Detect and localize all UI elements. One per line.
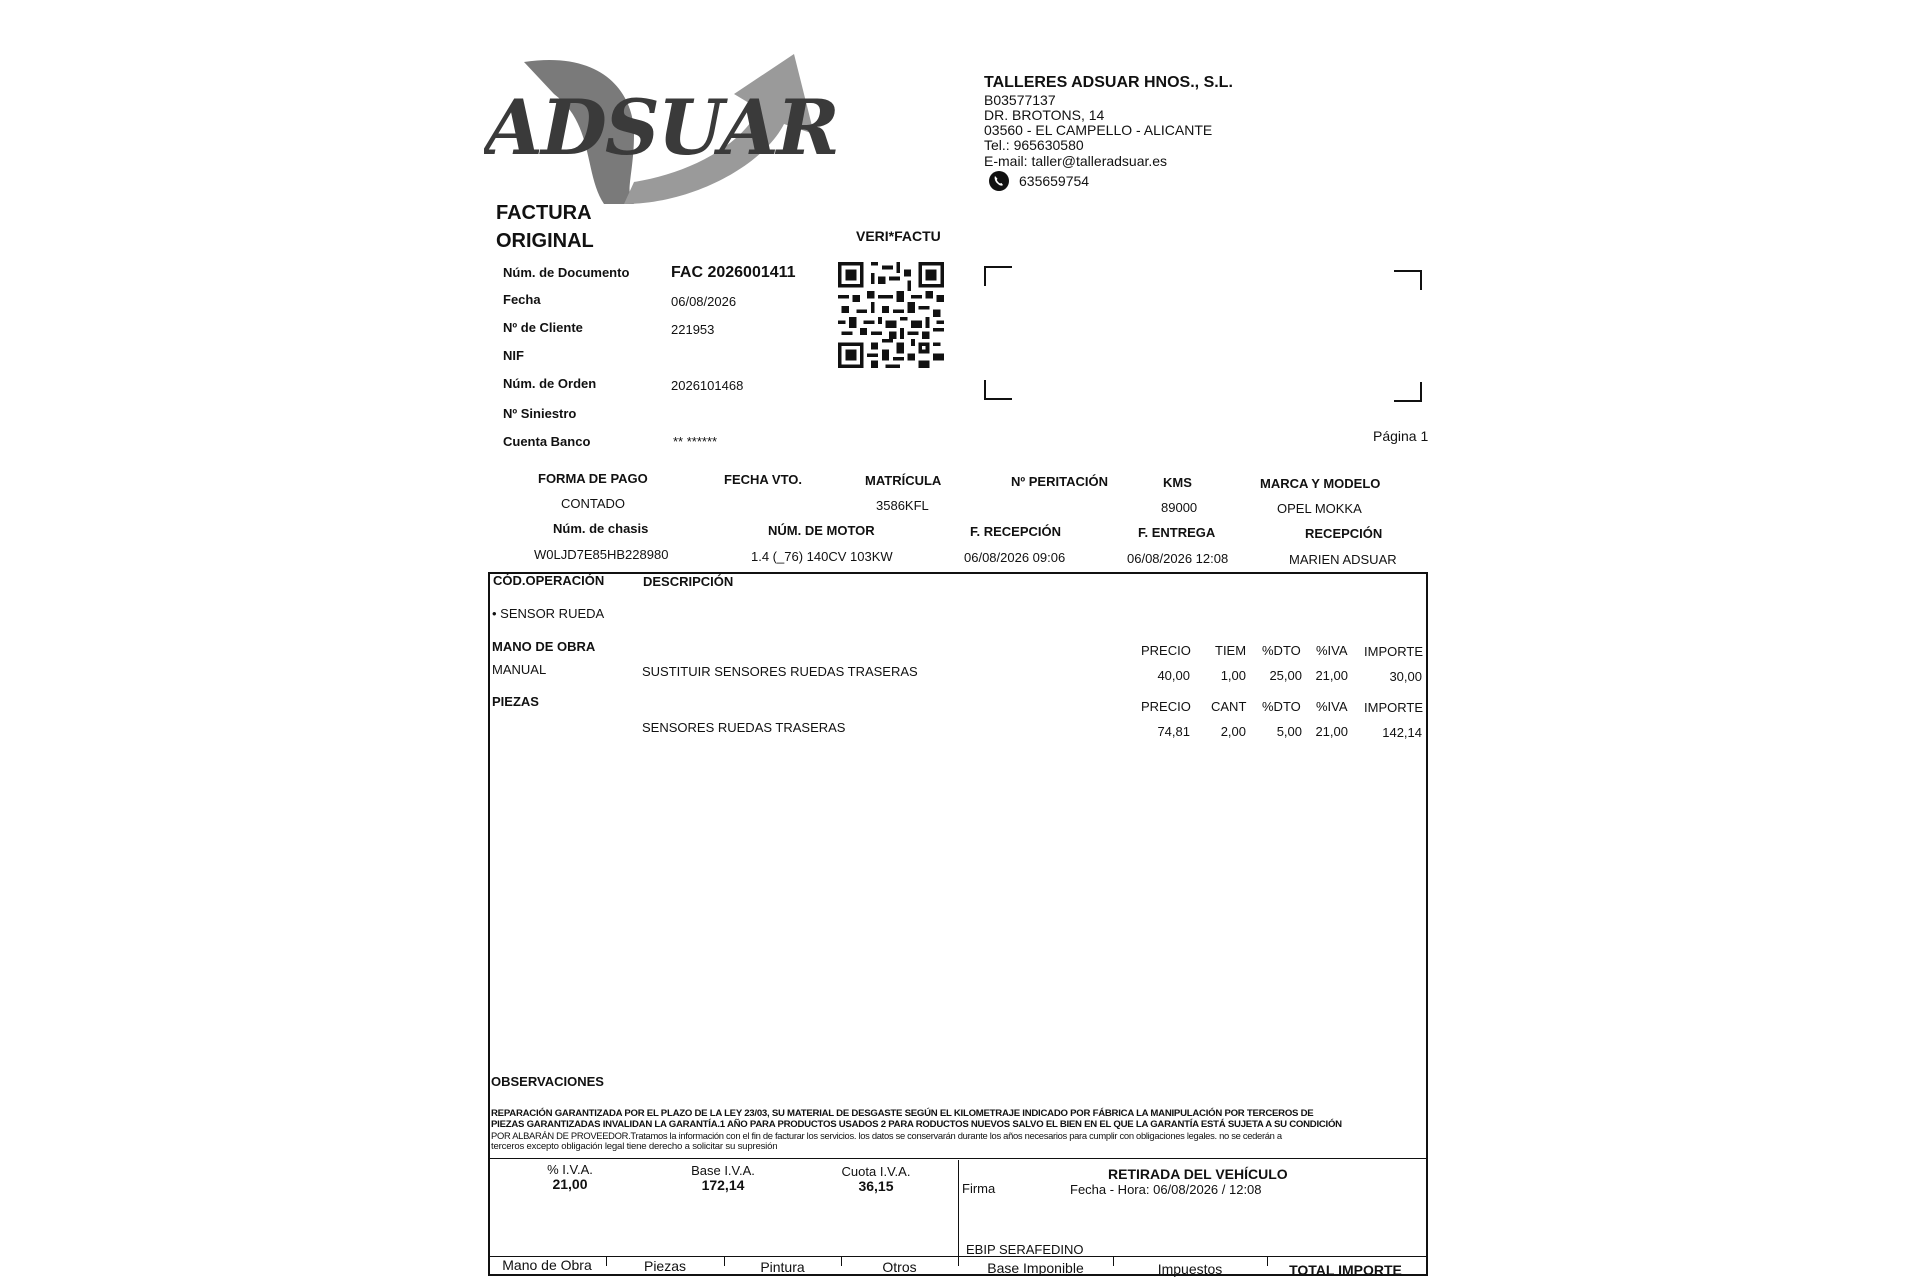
company-city: 03560 - EL CAMPELLO - ALICANTE	[984, 122, 1213, 138]
cuota-iva-value: 36,15	[858, 1178, 894, 1194]
parts-header-dto: %DTO	[1262, 699, 1301, 714]
total-otros-label: Otros	[882, 1259, 917, 1275]
operation-line: • SENSOR RUEDA	[492, 606, 605, 621]
labor-section: MANO DE OBRA	[492, 639, 596, 654]
labor-precio: 40,00	[1157, 668, 1190, 683]
banco-value: ** ******	[673, 434, 718, 449]
total-base-imponible-label: Base Imponible	[987, 1260, 1084, 1276]
parts-header-cant: CANT	[1211, 699, 1247, 714]
siniestro-label: Nº Siniestro	[503, 406, 577, 421]
labor-importe: 30,00	[1389, 669, 1422, 684]
company-whatsapp: 635659754	[1019, 173, 1090, 189]
qr-code	[838, 262, 944, 368]
fecha-label: Fecha	[503, 292, 541, 307]
chasis-label: Núm. de chasis	[553, 521, 649, 536]
iva-value: 21,00	[552, 1176, 588, 1192]
cuota-iva-label: Cuota I.V.A.	[841, 1164, 911, 1179]
kms-value: 89000	[1161, 500, 1198, 515]
parts-importe: 142,14	[1382, 725, 1422, 740]
whatsapp-icon	[988, 170, 1010, 192]
motor-value: 1.4 (_76) 140CV 103KW	[751, 549, 893, 564]
total-impuestos-label: Impuestos	[1157, 1261, 1223, 1277]
bracket-bottom-right	[1394, 382, 1422, 402]
labor-description: SUSTITUIR SENSORES RUEDAS TRASERAS	[642, 664, 918, 679]
fecha-value: 06/08/2026	[671, 294, 737, 309]
retirada-person: EBIP SERAFEDINO	[966, 1242, 1084, 1257]
labor-dto: 25,00	[1269, 668, 1302, 683]
cliente-value: 221953	[671, 322, 715, 337]
verifactu-label: VERI*FACTU	[856, 228, 941, 244]
observaciones-line-2: PIEZAS GARANTIZADAS INVALIDAN LA GARANTÍA.1 AÑO PARA PRODUCTOS USADOS 2 PARA RODUCTOS NUEVOS SALVO EL BIEN EN EL QUE LA GARANTÍA ESTÁ SUJETA A SU CONDICIÓN	[491, 1119, 1342, 1130]
descripcion-header: DESCRIPCIÓN	[643, 574, 734, 589]
labor-tiem: 1,00	[1220, 668, 1246, 683]
parts-header-iva: %IVA	[1316, 699, 1348, 714]
retirada-title: RETIRADA DEL VEHÍCULO	[1108, 1166, 1288, 1182]
forma-pago-label: FORMA DE PAGO	[538, 471, 648, 486]
chasis-value: W0LJD7E85HB228980	[534, 547, 669, 562]
labor-header-precio: PRECIO	[1141, 643, 1191, 658]
labor-code: MANUAL	[492, 662, 547, 677]
tax-top-divider	[488, 1158, 1426, 1159]
entrega-value: 06/08/2026 12:08	[1127, 551, 1229, 566]
doc-title-factura: FACTURA	[496, 202, 592, 224]
company-cif: B03577137	[984, 92, 1056, 108]
labor-header-iva: %IVA	[1316, 643, 1348, 658]
recepcion-value: 06/08/2026 09:06	[964, 550, 1066, 565]
total-importe-label: TOTAL IMPORTE	[1289, 1262, 1402, 1278]
labor-header-dto: %DTO	[1262, 643, 1301, 658]
total-piezas-label: Piezas	[643, 1258, 687, 1274]
cod-operacion-header: CÓD.OPERACIÓN	[493, 573, 605, 588]
motor-label: NÚM. DE MOTOR	[768, 523, 875, 538]
bracket-top-right	[1394, 270, 1422, 290]
fecha-vto-label: FECHA VTO.	[724, 472, 803, 487]
iva-label: % I.V.A.	[547, 1162, 593, 1177]
orden-label: Núm. de Orden	[503, 376, 597, 391]
parts-iva: 21,00	[1315, 724, 1348, 739]
observaciones-title: OBSERVACIONES	[491, 1074, 604, 1089]
bracket-bottom-left	[984, 380, 1012, 400]
company-address: DR. BROTONS, 14	[984, 107, 1105, 123]
recepcionista-value: MARIEN ADSUAR	[1289, 552, 1397, 567]
base-iva-value: 172,14	[701, 1177, 745, 1193]
observaciones-line-3: POR ALBARÁN DE PROVEEDOR.Tratamos la información con el fin de facturar los servicios. los datos se conservarán durante los años necesarios para cumplir con obligaciones legales. no se cederán a	[491, 1130, 1282, 1141]
total-mano-obra-label: Mano de Obra	[502, 1257, 592, 1273]
entrega-label: F. ENTREGA	[1138, 525, 1216, 540]
marca-label: MARCA Y MODELO	[1260, 476, 1381, 491]
doc-title-original: ORIGINAL	[496, 230, 594, 252]
banco-label: Cuenta Banco	[503, 434, 591, 449]
company-name: TALLERES ADSUAR HNOS., S.L.	[984, 74, 1233, 91]
company-phone: Tel.: 965630580	[984, 137, 1084, 153]
totals-divider	[488, 1256, 1426, 1257]
parts-header-precio: PRECIO	[1141, 699, 1191, 714]
matricula-label: MATRÍCULA	[865, 473, 942, 488]
recepcionista-label: RECEPCIÓN	[1305, 526, 1383, 541]
tax-right-divider	[958, 1160, 959, 1256]
marca-value: OPEL MOKKA	[1277, 501, 1362, 516]
nif-label: NIF	[503, 348, 524, 363]
observaciones-line-1: REPARACIÓN GARANTIZADA POR EL PLAZO DE LA LEY 23/03, SU MATERIAL DE DESGASTE SEGÚN EL KILOMETRAJE INDICADO POR FÁBRICA LA MANIPULACIÓN POR TERCEROS DE	[491, 1108, 1314, 1119]
svg-text:ADSUAR: ADSUAR	[484, 83, 838, 172]
labor-header-importe: IMPORTE	[1364, 644, 1423, 659]
num-doc-label: Núm. de Documento	[503, 265, 630, 280]
parts-header-importe: IMPORTE	[1364, 700, 1423, 715]
parts-precio: 74,81	[1157, 724, 1190, 739]
base-iva-label: Base I.V.A.	[691, 1163, 755, 1178]
company-email: E-mail: taller@talleradsuar.es	[984, 153, 1168, 169]
orden-value: 2026101468	[671, 378, 744, 393]
parts-section: PIEZAS	[492, 694, 539, 709]
num-doc-value: FAC 2026001411	[671, 264, 796, 281]
labor-iva: 21,00	[1315, 668, 1348, 683]
matricula-value: 3586KFL	[876, 498, 929, 513]
kms-label: KMS	[1163, 475, 1192, 490]
retirada-datetime: Fecha - Hora: 06/08/2026 / 12:08	[1070, 1182, 1262, 1197]
forma-pago-value: CONTADO	[561, 496, 626, 511]
labor-header-tiem: TIEM	[1215, 643, 1247, 658]
recepcion-label: F. RECEPCIÓN	[970, 524, 1062, 539]
page-number: Página 1	[1373, 428, 1429, 444]
cliente-label: Nº de Cliente	[503, 320, 583, 335]
parts-description: SENSORES RUEDAS TRASERAS	[642, 720, 846, 735]
parts-cant: 2,00	[1220, 724, 1246, 739]
bracket-top-left	[984, 266, 1012, 286]
total-pintura-label: Pintura	[760, 1259, 805, 1275]
peritacion-label: Nº PERITACIÓN	[1011, 474, 1108, 489]
adsuar-logo	[484, 54, 854, 204]
firma-label: Firma	[962, 1181, 996, 1196]
parts-dto: 5,00	[1276, 724, 1302, 739]
observaciones-line-4: terceros excepto obligación legal tiene derecho a solicitar su supresión	[491, 1141, 778, 1152]
